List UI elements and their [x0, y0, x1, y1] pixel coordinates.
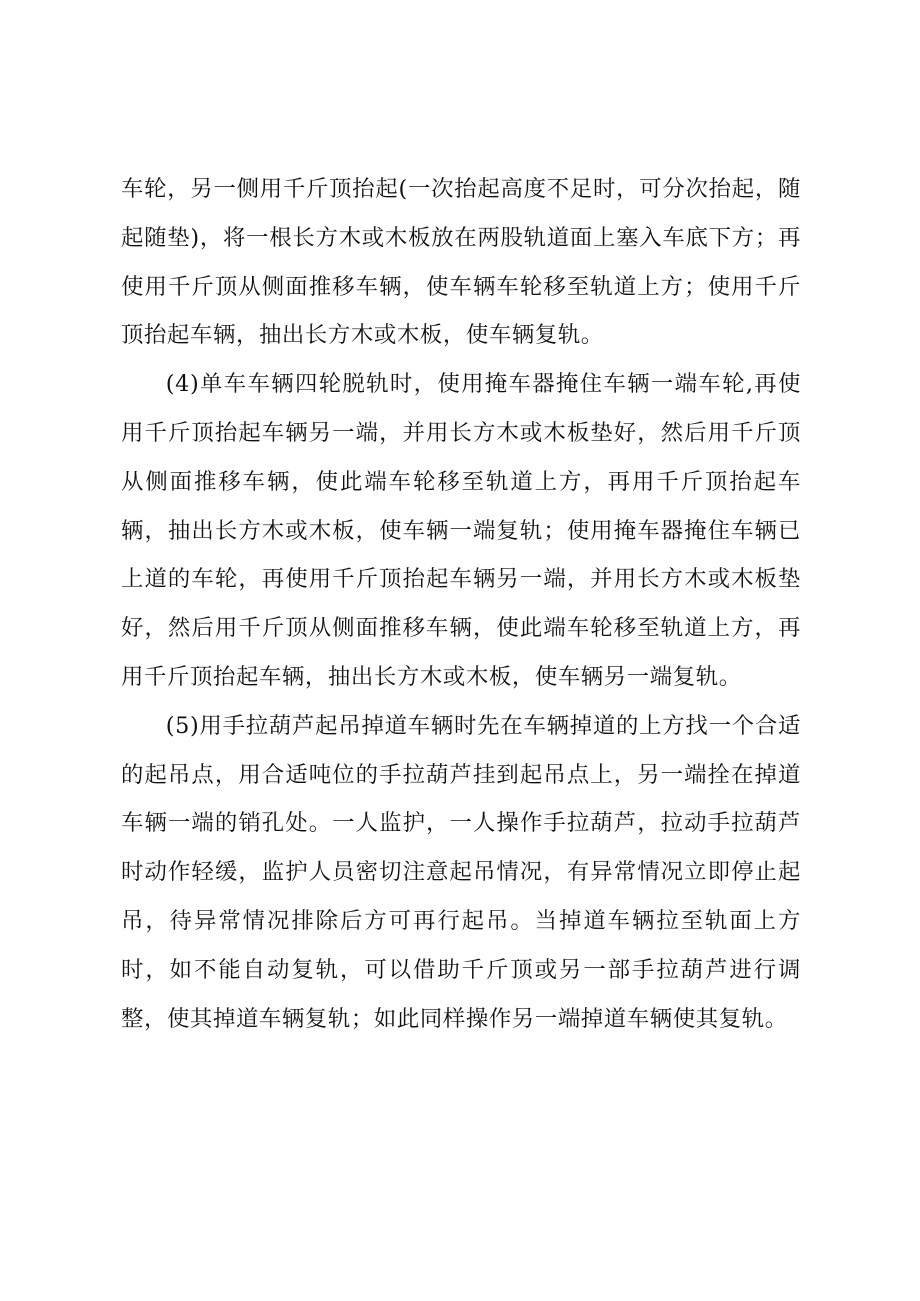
paragraph-item-4: (4)单车车辆四轮脱轨时，使用掩车器掩住车辆一端车轮,再使用千斤顶抬起车辆另一端，并用长方木或木板垫好，然后用千斤顶从侧面推移车辆，使此端车轮移至轨道上方，再用千斤顶抬起车辆，抽出长方木或木板，使车辆一端复轨；使用掩车器掩住车辆已上道的车轮，再使用千斤顶抬起车辆另一端，并用长方木或木板垫好，然后用千斤顶从侧面推移车辆，使此端车轮移至轨道上方，再用千斤顶抬起车辆，抽出长方木或木板，使车辆另一端复轨。 [121, 371, 801, 690]
document-body [121, 165, 801, 1043]
paragraph-item-5: (5)用手拉葫芦起吊掉道车辆时先在车辆掉道的上方找一个合适的起吊点，用合适吨位的手拉葫芦挂到起吊点上，另一端拴在掉道车辆一端的销孔处。一人监护，一人操作手拉葫芦，拉动手拉葫芦时动作轻缓，监护人员密切注意起吊情况，有异常情况立即停止起吊，待异常情况排除后方可再行起吊。当掉道车辆拉至轨面上方时，如不能自动复轨，可以借助千斤顶或另一部手拉葫芦进行调整，使其掉道车辆复轨；如此同样操作另一端掉道车辆使其复轨。 [121, 712, 801, 1032]
paragraph-continuation: 车轮，另一侧用千斤顶抬起(一次抬起高度不足时，可分次抬起，随起随垫)，将一根长方木或木板放在两股轨道面上塞入车底下方；再使用千斤顶从侧面推移车辆，使车辆车轮移至轨道上方；使用千斤顶抬起车辆，抽出长方木或木板，使车辆复轨。 [121, 176, 801, 349]
